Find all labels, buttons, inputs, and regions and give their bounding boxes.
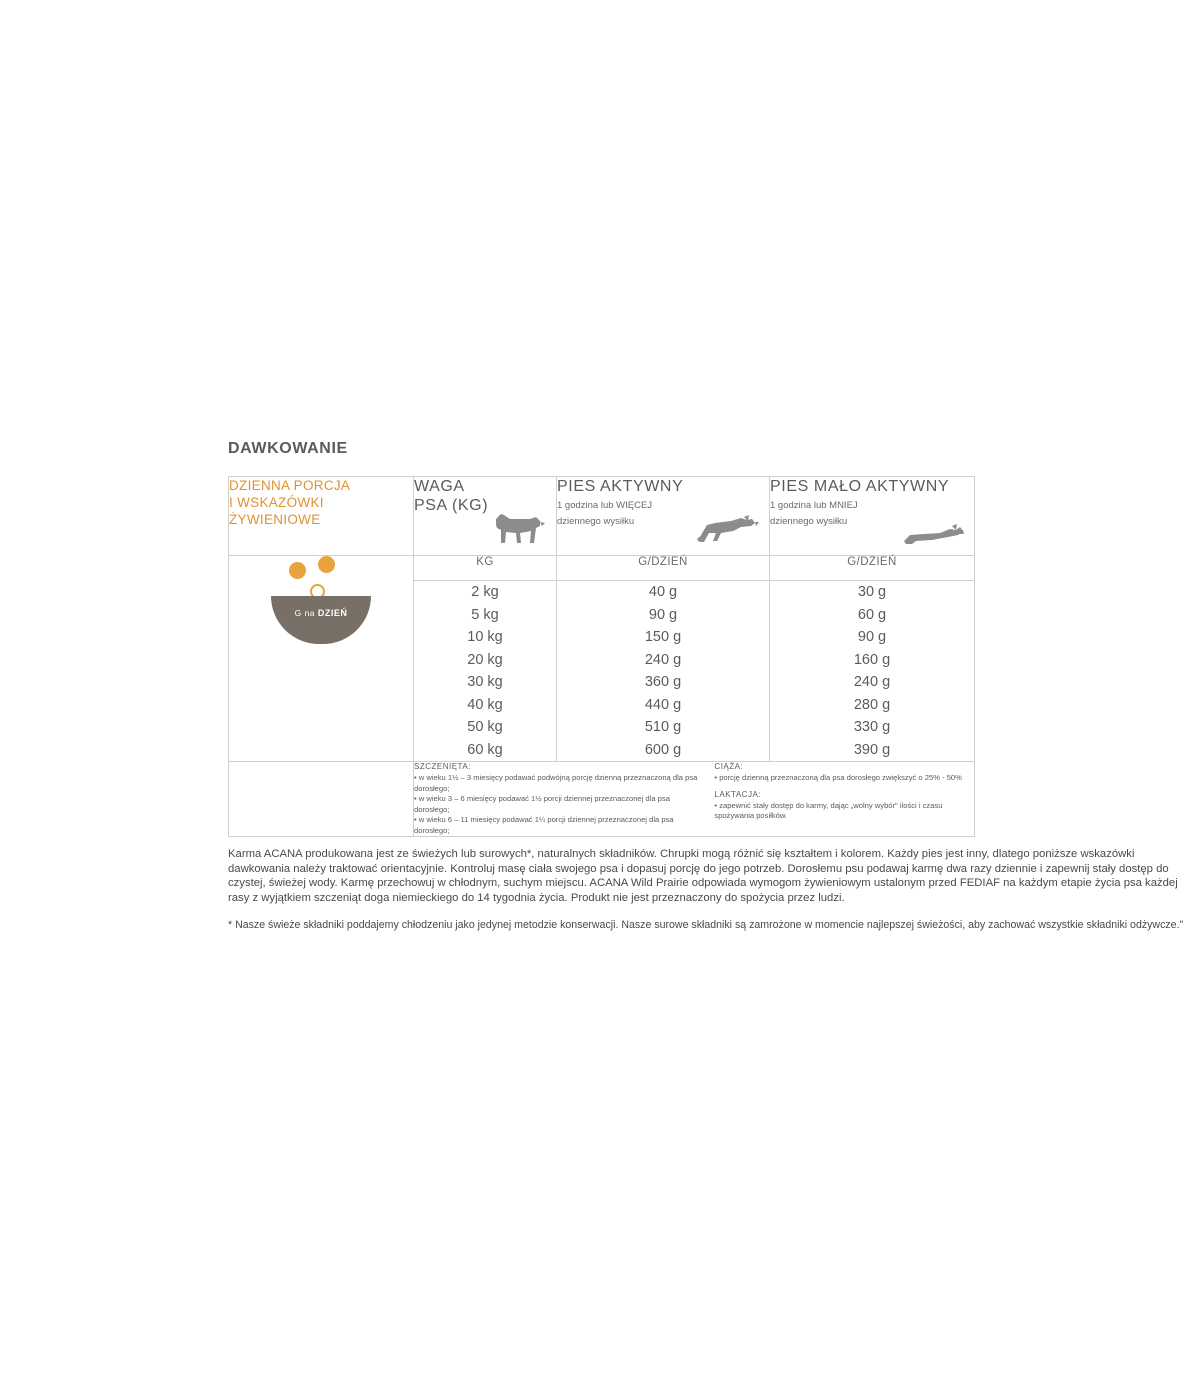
unit-active-gday: G/DZIEŃ bbox=[557, 556, 770, 581]
cell-weight: 40 kg bbox=[467, 696, 503, 713]
notes-lactation-line: • zapewnić stały dostęp do karmy, dając „wolny wybór" ilości i czasu spożywania posiłków. bbox=[714, 800, 943, 820]
notes-puppies-line: • w wieku 3 – 6 miesięcy podawać 1½ porcji dziennej przeznaczonej dla psa dorosłego; bbox=[414, 794, 670, 814]
header-active-title: PIES AKTYWNY bbox=[557, 478, 684, 495]
cell-less-active: 280 g bbox=[853, 696, 891, 713]
bowl-label bbox=[266, 608, 376, 618]
notes-puppies-title: SZCZENIĘTA: bbox=[414, 762, 471, 771]
footnote: * Nasze świeże składniki poddajemy chłodzeniu jako jedynej metodzie konserwacji. Nasze surowe składniki są zamrożone w momencie najlepszej świeżości, aby zachować wszystkie składniki odżywcze." bbox=[228, 919, 1184, 931]
body-copy bbox=[228, 847, 1190, 905]
header-less-active-sub2: dziennego wysiłku bbox=[770, 516, 848, 527]
kibble-icon-2 bbox=[318, 556, 335, 573]
cell-active: 600 g bbox=[644, 741, 682, 758]
standing-dog-icon bbox=[490, 513, 546, 547]
cell-less-active: 30 g bbox=[857, 584, 887, 600]
header-cell-dog-weight bbox=[414, 477, 557, 556]
running-dog-icon bbox=[697, 515, 759, 547]
notes-lactation-title: LAKTACJA: bbox=[714, 789, 762, 799]
header-cell-active-dog bbox=[557, 477, 770, 556]
column-weights bbox=[414, 581, 557, 762]
food-bowl-icon bbox=[266, 556, 376, 646]
feeding-notes bbox=[414, 762, 975, 837]
notes-puppies-line: • w wieku 6 – 11 miesięcy podawać 1¼ porcji dziennej przeznaczonej dla psa dorosłego; bbox=[414, 815, 674, 835]
header-daily-portion-line3: ŻYWIENIOWE bbox=[229, 512, 321, 527]
header-cell-less-active-dog bbox=[770, 477, 975, 556]
cell-active: 150 g bbox=[644, 629, 682, 645]
notes-pregnancy-title: CIĄŻA: bbox=[714, 762, 744, 771]
cell-active: 90 g bbox=[648, 606, 678, 623]
cell-active: 440 g bbox=[644, 696, 682, 713]
cell-less-active: 390 g bbox=[853, 741, 891, 758]
lying-dog-icon bbox=[902, 521, 964, 547]
header-daily-portion-line1: DZIENNA PORCJA bbox=[229, 478, 351, 493]
feeding-guide-table bbox=[228, 476, 975, 837]
header-less-active-sub1: 1 godzina lub MNIEJ bbox=[770, 500, 858, 511]
bowl-shape bbox=[271, 596, 371, 644]
header-weight-line2: PSA (KG) bbox=[414, 497, 489, 514]
cell-weight: 60 kg bbox=[467, 741, 503, 758]
cell-weight: 50 kg bbox=[467, 719, 503, 735]
table-header-row bbox=[229, 477, 975, 556]
notes-pregnancy-line: • porcję dzienną przeznaczoną dla psa dorosłego zwiększyć o 25% - 50% bbox=[714, 773, 962, 782]
cell-active: 360 g bbox=[644, 674, 682, 690]
cell-less-active: 160 g bbox=[853, 651, 891, 668]
table-units-row bbox=[229, 556, 975, 581]
notes-pregnancy-lactation bbox=[714, 762, 974, 836]
column-active bbox=[557, 581, 770, 762]
unit-less-active-gday: G/DZIEŃ bbox=[770, 556, 975, 581]
cell-weight: 2 kg bbox=[471, 584, 499, 600]
unit-kg: KG bbox=[414, 556, 557, 581]
dosage-section bbox=[228, 440, 1184, 933]
header-less-active-title: PIES MAŁO AKTYWNY bbox=[770, 478, 950, 495]
bowl-label-prefix: G na bbox=[294, 608, 318, 618]
notes-puppies bbox=[414, 762, 714, 836]
header-active-sub1: 1 godzina lub WIĘCEJ bbox=[557, 500, 653, 511]
cell-weight: 5 kg bbox=[471, 606, 499, 623]
header-weight-line1: WAGA bbox=[414, 478, 465, 495]
header-daily-portion-line2: I WSKAZÓWKI bbox=[229, 495, 324, 510]
cell-weight: 20 kg bbox=[467, 651, 503, 668]
column-less-active bbox=[770, 581, 975, 762]
bowl-illustration-cell bbox=[229, 556, 414, 762]
header-active-sub2: dziennego wysiłku bbox=[557, 516, 635, 527]
notes-empty-cell bbox=[229, 762, 414, 837]
table-notes-row bbox=[229, 762, 975, 837]
cell-active: 240 g bbox=[644, 651, 682, 668]
cell-less-active: 240 g bbox=[853, 674, 891, 690]
cell-weight: 10 kg bbox=[467, 629, 503, 645]
cell-active: 40 g bbox=[648, 584, 678, 600]
cell-active: 510 g bbox=[644, 719, 682, 735]
cell-less-active: 60 g bbox=[857, 606, 887, 623]
page-title: DAWKOWANIE bbox=[228, 440, 348, 457]
bowl-label-strong: DZIEŃ bbox=[317, 608, 348, 618]
cell-less-active: 330 g bbox=[853, 719, 891, 735]
kibble-icon-1 bbox=[289, 562, 306, 579]
cell-weight: 30 kg bbox=[467, 674, 503, 690]
notes-puppies-line: • w wieku 1½ – 3 miesięcy podawać podwójną porcję dzienną przeznaczoną dla psa dorosłego; bbox=[414, 773, 698, 793]
body-paragraph: Karma ACANA produkowana jest ze świeżych lub surowych*, naturalnych składników. Chrupki mogą różnić się kształtem i kolorem. Każdy pies jest inny, dlatego poniższe wskazówki dawkowania należy traktować orientacyjnie. Kontroluj masę ciała swojego psa i dopasuj porcję do jego potrzeb. Dorosłemu psu podawaj karmę dwa razy dziennie i zapewnij stały dostęp do czystej, świeżej wody. Karmę przechowuj w chłodnym, suchym miejscu. ACANA Wild Prairie odpowiada wymogom żywieniowym ustalonym przed FEDIAF na każdym etapie życia psa każdej rasy z wyjątkiem szczeniąt doga niemieckiego do 14 tygodnia życia. Produkt nie jest przeznaczony do spożycia przez ludzi. bbox=[228, 848, 1178, 904]
cell-less-active: 90 g bbox=[857, 629, 887, 645]
header-cell-daily-portion bbox=[229, 477, 414, 556]
